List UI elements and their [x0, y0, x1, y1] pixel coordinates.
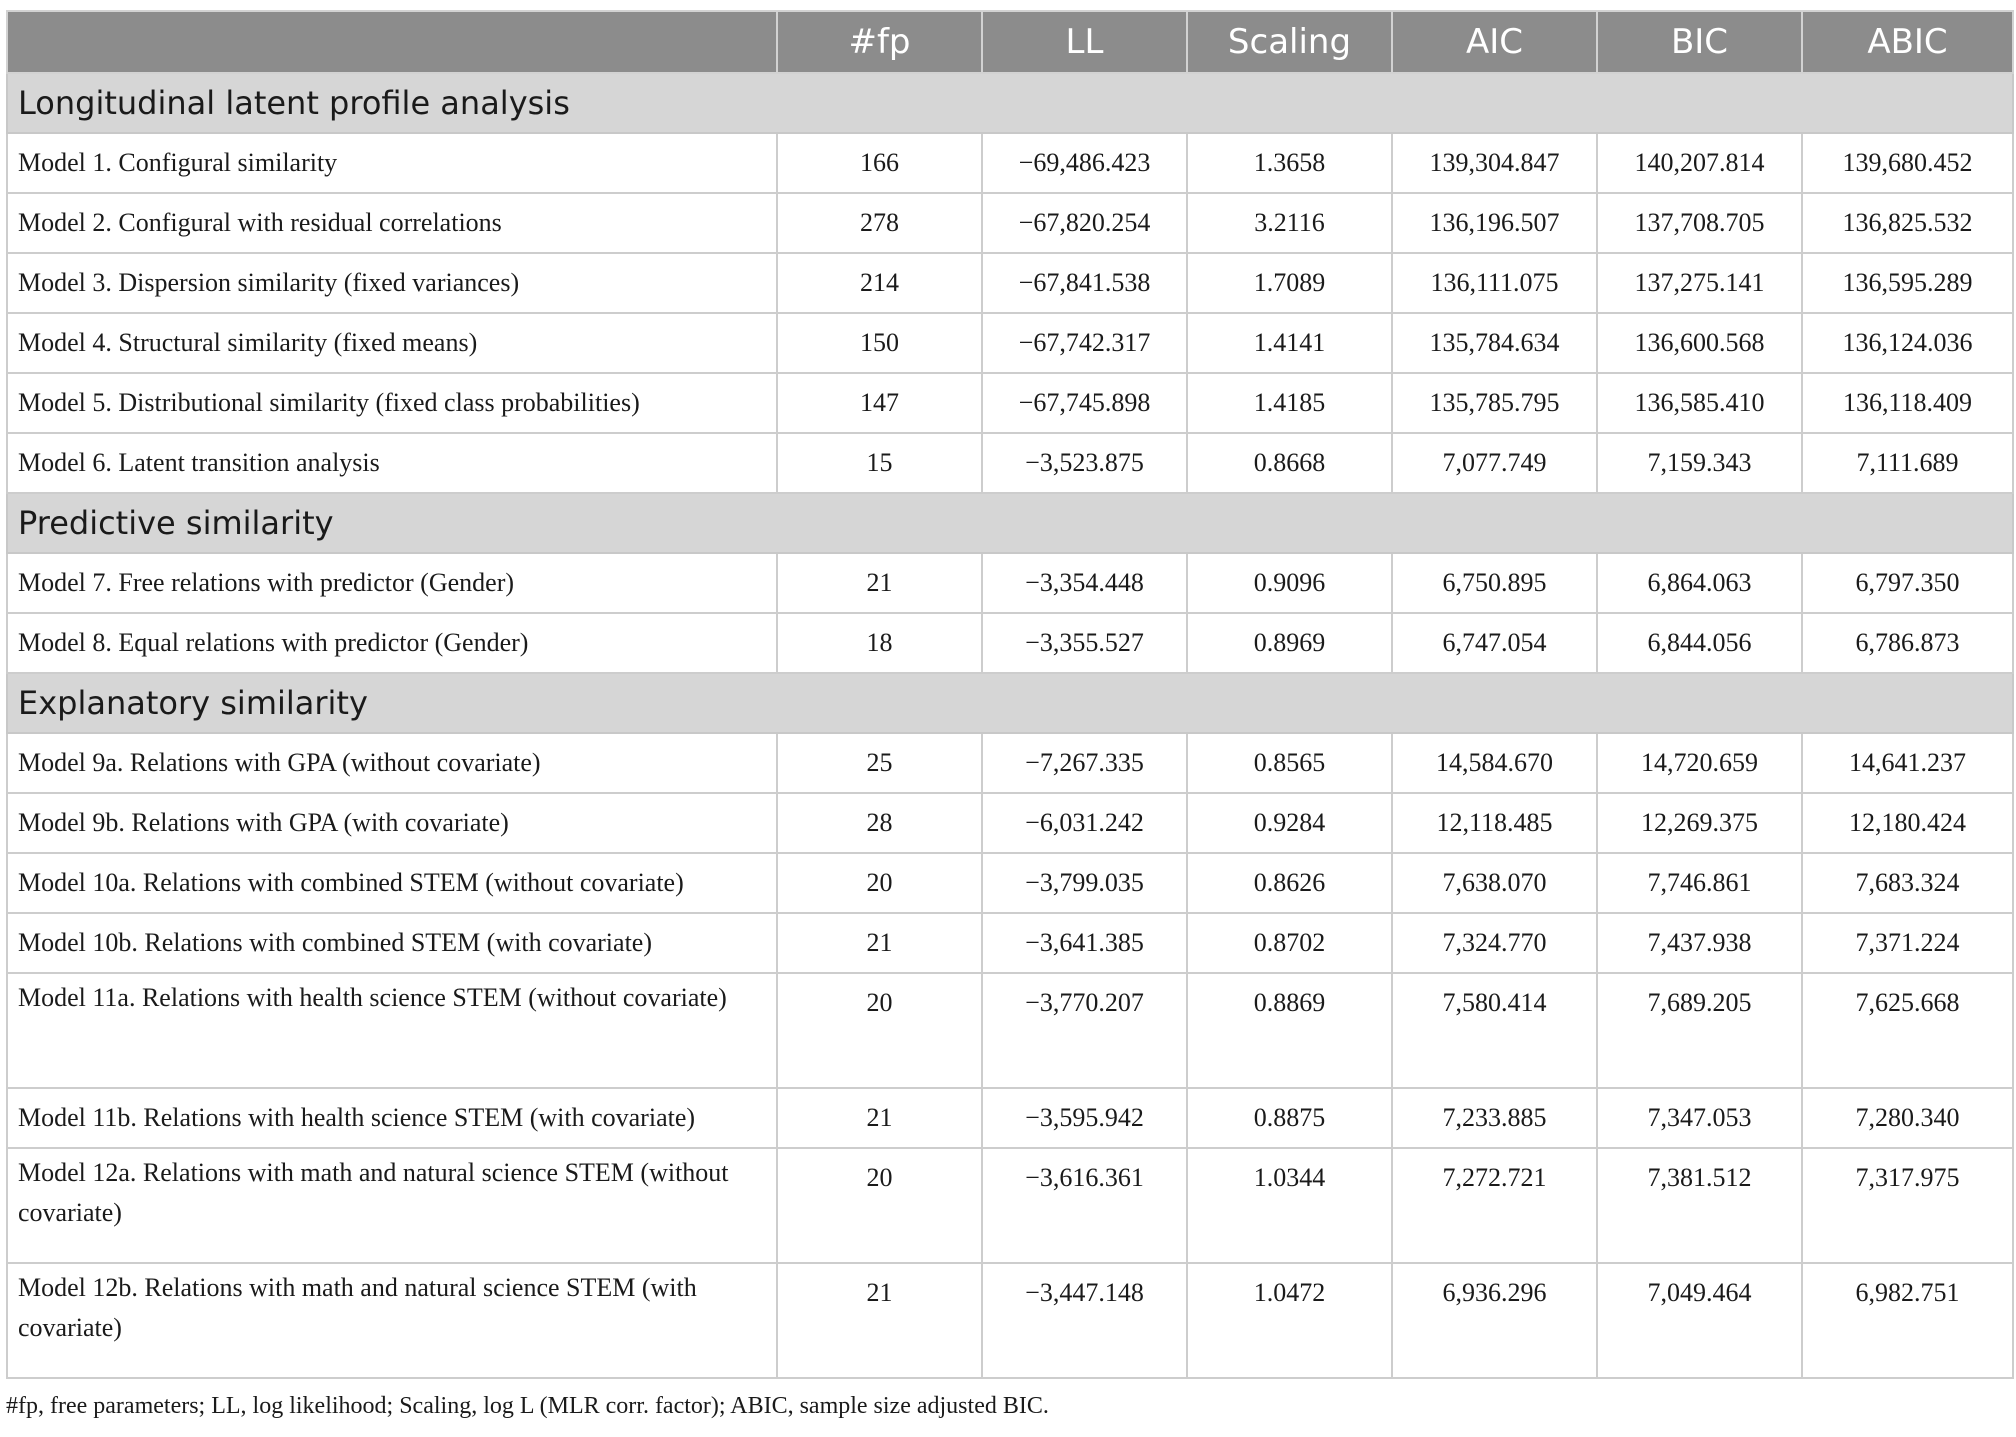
abic-cell: 136,595.289	[1802, 253, 2013, 313]
scaling-cell: 1.0344	[1187, 1148, 1392, 1263]
fp-cell: 278	[777, 193, 982, 253]
section-header-row	[7, 493, 2013, 553]
fp-cell: 150	[777, 313, 982, 373]
aic-cell: 7,580.414	[1392, 973, 1597, 1088]
ll-cell: −3,354.448	[982, 553, 1187, 613]
table-row	[7, 313, 2013, 373]
header-bic: BIC	[1597, 11, 1802, 73]
scaling-cell: 1.0472	[1187, 1263, 1392, 1378]
table-row	[7, 253, 2013, 313]
model-label-cell: Model 9b. Relations with GPA (with covariate)	[7, 793, 777, 853]
scaling-cell: 0.8702	[1187, 913, 1392, 973]
bic-cell: 7,746.861	[1597, 853, 1802, 913]
fp-cell: 21	[777, 913, 982, 973]
fp-cell: 147	[777, 373, 982, 433]
aic-cell: 7,272.721	[1392, 1148, 1597, 1263]
scaling-cell: 0.9096	[1187, 553, 1392, 613]
bic-cell: 7,049.464	[1597, 1263, 1802, 1378]
aic-cell: 6,750.895	[1392, 553, 1597, 613]
bic-cell: 136,585.410	[1597, 373, 1802, 433]
section-title: Explanatory similarity	[7, 673, 2013, 733]
section-title: Predictive similarity	[7, 493, 2013, 553]
model-label-cell: Model 12a. Relations with math and natural science STEM (without covariate)	[7, 1148, 777, 1263]
ll-cell: −3,641.385	[982, 913, 1187, 973]
model-label-cell: Model 10b. Relations with combined STEM (with covariate)	[7, 913, 777, 973]
model-label-cell: Model 3. Dispersion similarity (fixed variances)	[7, 253, 777, 313]
abic-cell: 12,180.424	[1802, 793, 2013, 853]
fp-cell: 25	[777, 733, 982, 793]
table-row	[7, 1148, 2013, 1263]
bic-cell: 137,275.141	[1597, 253, 1802, 313]
ll-cell: −3,595.942	[982, 1088, 1187, 1148]
bic-cell: 6,844.056	[1597, 613, 1802, 673]
scaling-cell: 0.8869	[1187, 973, 1392, 1088]
abic-cell: 6,982.751	[1802, 1263, 2013, 1378]
fp-cell: 20	[777, 853, 982, 913]
aic-cell: 135,784.634	[1392, 313, 1597, 373]
scaling-cell: 1.7089	[1187, 253, 1392, 313]
model-label-cell: Model 11b. Relations with health science STEM (with covariate)	[7, 1088, 777, 1148]
fp-cell: 214	[777, 253, 982, 313]
ll-cell: −3,523.875	[982, 433, 1187, 493]
ll-cell: −7,267.335	[982, 733, 1187, 793]
ll-cell: −67,742.317	[982, 313, 1187, 373]
header-abic: ABIC	[1802, 11, 2013, 73]
ll-cell: −67,820.254	[982, 193, 1187, 253]
ll-cell: −69,486.423	[982, 133, 1187, 193]
header-aic: AIC	[1392, 11, 1597, 73]
scaling-cell: 0.8565	[1187, 733, 1392, 793]
ll-cell: −67,745.898	[982, 373, 1187, 433]
scaling-cell: 0.9284	[1187, 793, 1392, 853]
table-row	[7, 913, 2013, 973]
table-row	[7, 553, 2013, 613]
ll-cell: −67,841.538	[982, 253, 1187, 313]
abic-cell: 7,371.224	[1802, 913, 2013, 973]
header-ll: LL	[982, 11, 1187, 73]
aic-cell: 14,584.670	[1392, 733, 1597, 793]
aic-cell: 6,747.054	[1392, 613, 1597, 673]
abic-cell: 7,317.975	[1802, 1148, 2013, 1263]
ll-cell: −3,616.361	[982, 1148, 1187, 1263]
abic-cell: 6,786.873	[1802, 613, 2013, 673]
bic-cell: 7,347.053	[1597, 1088, 1802, 1148]
table-row	[7, 853, 2013, 913]
model-fit-table	[6, 10, 2014, 1379]
scaling-cell: 0.8626	[1187, 853, 1392, 913]
table-row	[7, 133, 2013, 193]
bic-cell: 137,708.705	[1597, 193, 1802, 253]
model-label-cell: Model 8. Equal relations with predictor (Gender)	[7, 613, 777, 673]
table-row	[7, 433, 2013, 493]
aic-cell: 139,304.847	[1392, 133, 1597, 193]
abic-cell: 136,124.036	[1802, 313, 2013, 373]
abic-cell: 136,825.532	[1802, 193, 2013, 253]
scaling-cell: 1.3658	[1187, 133, 1392, 193]
table-footnote: #fp, free parameters; LL, log likelihood; Scaling, log L (MLR corr. factor); ABIC, sample size adjusted BIC.	[6, 1393, 1049, 1419]
table-row	[7, 193, 2013, 253]
aic-cell: 136,196.507	[1392, 193, 1597, 253]
fp-cell: 20	[777, 973, 982, 1088]
abic-cell: 7,683.324	[1802, 853, 2013, 913]
fp-cell: 21	[777, 1088, 982, 1148]
abic-cell: 14,641.237	[1802, 733, 2013, 793]
model-label-cell: Model 7. Free relations with predictor (Gender)	[7, 553, 777, 613]
aic-cell: 7,638.070	[1392, 853, 1597, 913]
fp-cell: 28	[777, 793, 982, 853]
ll-cell: −3,799.035	[982, 853, 1187, 913]
bic-cell: 12,269.375	[1597, 793, 1802, 853]
table-row	[7, 1088, 2013, 1148]
abic-cell: 7,625.668	[1802, 973, 2013, 1088]
fp-cell: 166	[777, 133, 982, 193]
bic-cell: 140,207.814	[1597, 133, 1802, 193]
aic-cell: 7,077.749	[1392, 433, 1597, 493]
table-row	[7, 613, 2013, 673]
bic-cell: 7,437.938	[1597, 913, 1802, 973]
fp-cell: 18	[777, 613, 982, 673]
bic-cell: 136,600.568	[1597, 313, 1802, 373]
model-label-cell: Model 2. Configural with residual correlations	[7, 193, 777, 253]
aic-cell: 7,233.885	[1392, 1088, 1597, 1148]
table-container	[6, 10, 2012, 1420]
model-label-cell: Model 6. Latent transition analysis	[7, 433, 777, 493]
model-label-cell: Model 10a. Relations with combined STEM (without covariate)	[7, 853, 777, 913]
abic-cell: 136,118.409	[1802, 373, 2013, 433]
table-row	[7, 793, 2013, 853]
table-header-row	[7, 11, 2013, 73]
table-row	[7, 733, 2013, 793]
scaling-cell: 0.8969	[1187, 613, 1392, 673]
fp-cell: 15	[777, 433, 982, 493]
model-label-cell: Model 9a. Relations with GPA (without covariate)	[7, 733, 777, 793]
section-header-row	[7, 73, 2013, 133]
model-label-cell: Model 11a. Relations with health science STEM (without covariate)	[7, 973, 777, 1088]
fp-cell: 21	[777, 553, 982, 613]
ll-cell: −3,770.207	[982, 973, 1187, 1088]
scaling-cell: 0.8875	[1187, 1088, 1392, 1148]
header-fp: #fp	[777, 11, 982, 73]
header-scaling: Scaling	[1187, 11, 1392, 73]
bic-cell: 6,864.063	[1597, 553, 1802, 613]
ll-cell: −3,447.148	[982, 1263, 1187, 1378]
model-label-cell: Model 4. Structural similarity (fixed means)	[7, 313, 777, 373]
model-label-cell: Model 5. Distributional similarity (fixed class probabilities)	[7, 373, 777, 433]
aic-cell: 6,936.296	[1392, 1263, 1597, 1378]
aic-cell: 136,111.075	[1392, 253, 1597, 313]
bic-cell: 7,159.343	[1597, 433, 1802, 493]
fp-cell: 21	[777, 1263, 982, 1378]
bic-cell: 7,689.205	[1597, 973, 1802, 1088]
model-label-cell: Model 1. Configural similarity	[7, 133, 777, 193]
abic-cell: 7,280.340	[1802, 1088, 2013, 1148]
section-title: Longitudinal latent profile analysis	[7, 73, 2013, 133]
abic-cell: 6,797.350	[1802, 553, 2013, 613]
aic-cell: 7,324.770	[1392, 913, 1597, 973]
table-row	[7, 973, 2013, 1088]
table-body	[7, 73, 2013, 1378]
scaling-cell: 0.8668	[1187, 433, 1392, 493]
scaling-cell: 1.4141	[1187, 313, 1392, 373]
abic-cell: 7,111.689	[1802, 433, 2013, 493]
scaling-cell: 3.2116	[1187, 193, 1392, 253]
bic-cell: 14,720.659	[1597, 733, 1802, 793]
table-row	[7, 373, 2013, 433]
bic-cell: 7,381.512	[1597, 1148, 1802, 1263]
aic-cell: 135,785.795	[1392, 373, 1597, 433]
fp-cell: 20	[777, 1148, 982, 1263]
model-label-cell: Model 12b. Relations with math and natural science STEM (with covariate)	[7, 1263, 777, 1378]
header-label	[7, 11, 777, 73]
ll-cell: −3,355.527	[982, 613, 1187, 673]
ll-cell: −6,031.242	[982, 793, 1187, 853]
scaling-cell: 1.4185	[1187, 373, 1392, 433]
abic-cell: 139,680.452	[1802, 133, 2013, 193]
section-header-row	[7, 673, 2013, 733]
table-row	[7, 1263, 2013, 1378]
aic-cell: 12,118.485	[1392, 793, 1597, 853]
